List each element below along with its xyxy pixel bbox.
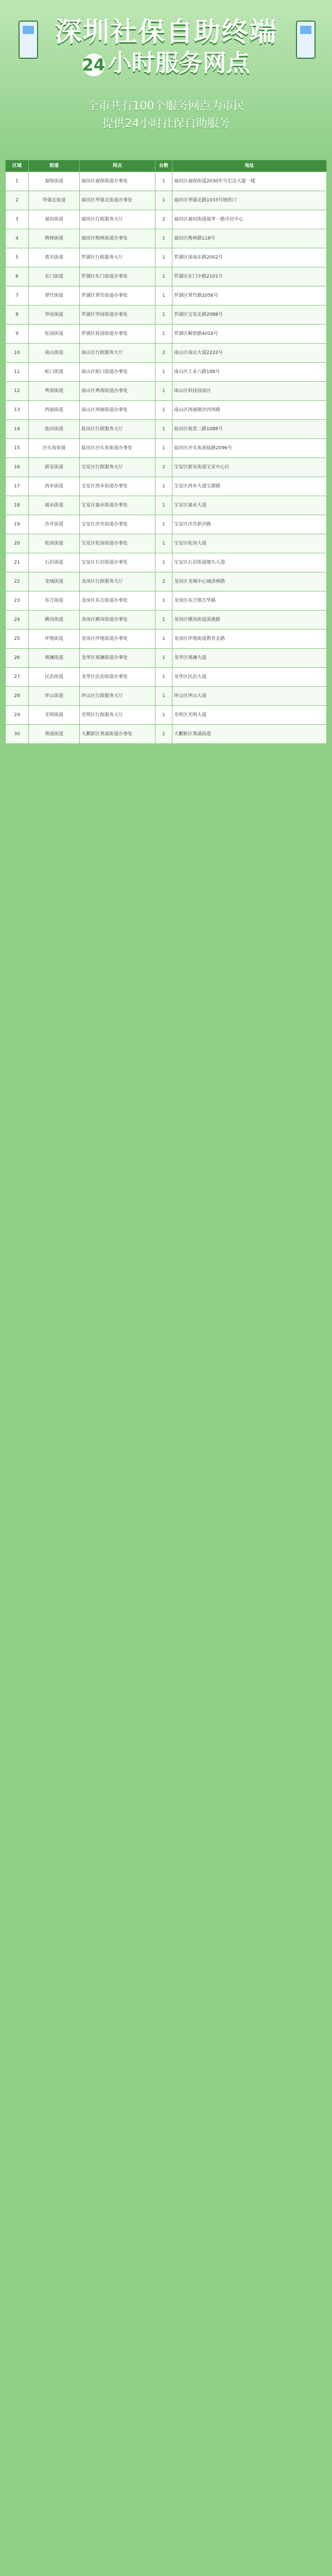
row-number: 26 (6, 649, 29, 668)
row-street: 民治街道 (29, 668, 80, 687)
row-street: 布吉街道 (29, 591, 80, 611)
row-count: 1 (155, 687, 172, 706)
table-row (6, 172, 327, 191)
row-site: 龙华区民治街道办事处 (80, 668, 155, 687)
row-number: 7 (6, 286, 29, 306)
row-address: 宝安区新安街道宝安中心区 (172, 458, 327, 477)
row-count: 1 (155, 725, 172, 744)
row-site: 盐田区行政服务大厅 (80, 420, 155, 439)
row-address: 南山区西丽镇沙河西路 (172, 401, 327, 420)
row-street: 新安街道 (29, 458, 80, 477)
row-number: 23 (6, 591, 29, 611)
table-row (6, 630, 327, 649)
row-count: 1 (155, 668, 172, 687)
row-count: 1 (155, 401, 172, 420)
row-site: 龙岗区坪地街道办事处 (80, 630, 155, 649)
page-title: 深圳社保自助终端 (55, 17, 277, 48)
row-count: 1 (155, 477, 172, 496)
row-street: 沙头角街道 (29, 439, 80, 458)
row-street: 翠竹街道 (29, 286, 80, 306)
row-site: 南山区粤海街道办事处 (80, 382, 155, 401)
row-address: 龙岗区坪地街道教育北路 (172, 630, 327, 649)
row-count: 1 (155, 325, 172, 344)
row-street: 笋岗街道 (29, 306, 80, 325)
row-number: 28 (6, 687, 29, 706)
row-number: 11 (6, 363, 29, 382)
row-site: 宝安区沙井街道办事处 (80, 515, 155, 534)
table-row (6, 534, 327, 553)
row-count: 1 (155, 191, 172, 210)
table-row (6, 363, 327, 382)
row-number: 1 (6, 172, 29, 191)
row-address: 龙岗区布吉镇吉华路 (172, 591, 327, 611)
row-site: 南山区行政服务大厅 (80, 344, 155, 363)
row-site: 福田区福保街道办事处 (80, 172, 155, 191)
row-street: 黄贝街道 (29, 248, 80, 267)
row-count: 1 (155, 649, 172, 668)
row-number: 9 (6, 325, 29, 344)
row-street: 龙城街道 (29, 572, 80, 591)
row-number: 18 (6, 496, 29, 515)
table-row (6, 611, 327, 630)
row-number: 22 (6, 572, 29, 591)
row-site: 罗湖区桂园街道办事处 (80, 325, 155, 344)
row-count: 1 (155, 286, 172, 306)
row-site: 福田区华强北街道办事处 (80, 191, 155, 210)
row-address: 宝安区沙井新沙路 (172, 515, 327, 534)
row-street: 粤海街道 (29, 382, 80, 401)
row-count: 2 (155, 572, 172, 591)
row-count: 1 (155, 248, 172, 267)
table-row (6, 649, 327, 668)
row-address: 宝安区西乡大道宝源路 (172, 477, 327, 496)
row-street: 西乡街道 (29, 477, 80, 496)
row-count: 1 (155, 534, 172, 553)
row-site: 罗湖区翠竹街道办事处 (80, 286, 155, 306)
row-address: 福田区梅林路118号 (172, 229, 327, 248)
row-number: 5 (6, 248, 29, 267)
row-number: 27 (6, 668, 29, 687)
row-count: 1 (155, 706, 172, 725)
row-address: 罗湖区东门中路2101号 (172, 267, 327, 286)
row-count: 1 (155, 420, 172, 439)
row-street: 南山街道 (29, 344, 80, 363)
row-number: 20 (6, 534, 29, 553)
table-row (6, 191, 327, 210)
row-address: 南山区工业八路188号 (172, 363, 327, 382)
row-address: 罗湖区解放路4016号 (172, 325, 327, 344)
table-row (6, 401, 327, 420)
row-street: 沙井街道 (29, 515, 80, 534)
table-row (6, 668, 327, 687)
row-address: 福田区福田街道福华一路市民中心 (172, 210, 327, 229)
row-count: 1 (155, 630, 172, 649)
row-address: 盐田区海景二路1088号 (172, 420, 327, 439)
row-count: 2 (155, 458, 172, 477)
row-site: 宝安区石岩街道办事处 (80, 553, 155, 572)
table-row (6, 325, 327, 344)
row-site: 大鹏新区葵涌街道办事处 (80, 725, 155, 744)
row-street: 石岩街道 (29, 553, 80, 572)
row-number: 19 (6, 515, 29, 534)
header-street: 街道 (29, 160, 80, 172)
row-street: 盐田街道 (29, 420, 80, 439)
row-count: 1 (155, 267, 172, 286)
row-number: 15 (6, 439, 29, 458)
table-row (6, 725, 327, 744)
row-count: 1 (155, 172, 172, 191)
row-address: 龙华区民治大道 (172, 668, 327, 687)
table-row (6, 591, 327, 611)
table-row (6, 572, 327, 591)
row-count: 2 (155, 344, 172, 363)
row-number: 29 (6, 706, 29, 725)
row-address: 南山区科技园南区 (172, 382, 327, 401)
row-number: 30 (6, 725, 29, 744)
row-site: 盐田区沙头角街道办事处 (80, 439, 155, 458)
row-street: 观澜街道 (29, 649, 80, 668)
row-street: 横岗街道 (29, 611, 80, 630)
table-row (6, 248, 327, 267)
row-count: 1 (155, 439, 172, 458)
row-site: 福田区梅林街道办事处 (80, 229, 155, 248)
row-address: 龙岗区龙城中心城清林路 (172, 572, 327, 591)
row-site: 福田区行政服务大厅 (80, 210, 155, 229)
table-row (6, 553, 327, 572)
row-number: 10 (6, 344, 29, 363)
row-number: 8 (6, 306, 29, 325)
row-count: 1 (155, 591, 172, 611)
row-address: 福田区福保街道2030年号宏达大厦一楼 (172, 172, 327, 191)
table-row (6, 706, 327, 725)
row-site: 龙岗区布吉街道办事处 (80, 591, 155, 611)
row-site: 南山区西丽街道办事处 (80, 401, 155, 420)
row-address: 宝安区福永大道 (172, 496, 327, 515)
row-count: 1 (155, 515, 172, 534)
row-street: 华强北街道 (29, 191, 80, 210)
table-row (6, 496, 327, 515)
row-count: 1 (155, 229, 172, 248)
row-address: 罗湖区深南东路2002号 (172, 248, 327, 267)
table-row (6, 477, 327, 496)
table-row (6, 382, 327, 401)
row-address: 光明区光明大道 (172, 706, 327, 725)
service-points-table (5, 160, 327, 744)
row-count: 2 (155, 210, 172, 229)
row-site: 龙华区观澜街道办事处 (80, 649, 155, 668)
row-number: 16 (6, 458, 29, 477)
table-row (6, 420, 327, 439)
header-count: 台数 (155, 160, 172, 172)
row-street: 葵涌街道 (29, 725, 80, 744)
row-address: 宝安区石岩街道塘头大道 (172, 553, 327, 572)
subtitle-line1: 全市共有100个服务网点为市民 (87, 100, 245, 113)
row-address: 大鹏新区葵涌街道 (172, 725, 327, 744)
table-body (6, 172, 327, 744)
table-header-row (6, 160, 327, 172)
table-row (6, 229, 327, 248)
row-number: 3 (6, 210, 29, 229)
header-region: 区域 (6, 160, 29, 172)
row-address: 南山区南山大道2222号 (172, 344, 327, 363)
row-number: 25 (6, 630, 29, 649)
row-site: 龙岗区行政服务大厅 (80, 572, 155, 591)
row-street: 福永街道 (29, 496, 80, 515)
table-row (6, 210, 327, 229)
header-site: 网点 (80, 160, 155, 172)
table-row (6, 286, 327, 306)
page-subtitle-title (0, 44, 332, 78)
row-street: 坪山街道 (29, 687, 80, 706)
row-site: 罗湖区东门街道办事处 (80, 267, 155, 286)
hero-banner (0, 0, 332, 160)
row-street: 松岗街道 (29, 534, 80, 553)
row-site: 宝安区松岗街道办事处 (80, 534, 155, 553)
row-street: 西丽街道 (29, 401, 80, 420)
row-street: 光明街道 (29, 706, 80, 725)
row-count: 1 (155, 611, 172, 630)
table-row (6, 306, 327, 325)
row-number: 14 (6, 420, 29, 439)
row-street: 坪地街道 (29, 630, 80, 649)
row-site: 宝安区福永街道办事处 (80, 496, 155, 515)
row-count: 1 (155, 496, 172, 515)
row-count: 1 (155, 553, 172, 572)
table-row (6, 267, 327, 286)
row-address: 宝安区松岗大道 (172, 534, 327, 553)
row-number: 17 (6, 477, 29, 496)
row-street: 福保街道 (29, 172, 80, 191)
title-line2: 小时服务网点 (108, 49, 250, 77)
subtitle-line2: 提供24小时社保自助服务 (102, 117, 230, 130)
row-street: 桂园街道 (29, 325, 80, 344)
row-street: 梅林街道 (29, 229, 80, 248)
header-address: 地址 (172, 160, 327, 172)
row-site: 罗湖区行政服务大厅 (80, 248, 155, 267)
table-row (6, 439, 327, 458)
subtitle (0, 98, 332, 133)
row-site: 坪山区行政服务大厅 (80, 687, 155, 706)
row-site: 宝安区行政服务大厅 (80, 458, 155, 477)
row-site: 龙岗区横岗街道办事处 (80, 611, 155, 630)
row-address: 龙华区观澜大道 (172, 649, 327, 668)
row-site: 南山区蛇口街道办事处 (80, 363, 155, 382)
row-count: 1 (155, 306, 172, 325)
row-count: 1 (155, 382, 172, 401)
row-address: 罗湖区翠竹路2056号 (172, 286, 327, 306)
row-number: 24 (6, 611, 29, 630)
row-street: 东门街道 (29, 267, 80, 286)
row-street: 蛇口街道 (29, 363, 80, 382)
table-row (6, 458, 327, 477)
row-street: 福田街道 (29, 210, 80, 229)
row-address: 盐田区沙头角深盐路2096号 (172, 439, 327, 458)
row-number: 4 (6, 229, 29, 248)
table-row (6, 515, 327, 534)
row-site: 宝安区西乡街道办事处 (80, 477, 155, 496)
hours-badge: 24 (82, 54, 105, 76)
row-address: 罗湖区宝安北路2088号 (172, 306, 327, 325)
row-site: 罗湖区笋岗街道办事处 (80, 306, 155, 325)
row-site: 光明区行政服务大厅 (80, 706, 155, 725)
table-row (6, 344, 327, 363)
row-number: 2 (6, 191, 29, 210)
row-number: 12 (6, 382, 29, 401)
row-address: 福田区华强北路1033号地铁口 (172, 191, 327, 210)
row-number: 6 (6, 267, 29, 286)
row-address: 龙岗区横岗街道深惠路 (172, 611, 327, 630)
row-number: 21 (6, 553, 29, 572)
row-count: 1 (155, 363, 172, 382)
row-address: 坪山区坪山大道 (172, 687, 327, 706)
row-number: 13 (6, 401, 29, 420)
table-row (6, 687, 327, 706)
